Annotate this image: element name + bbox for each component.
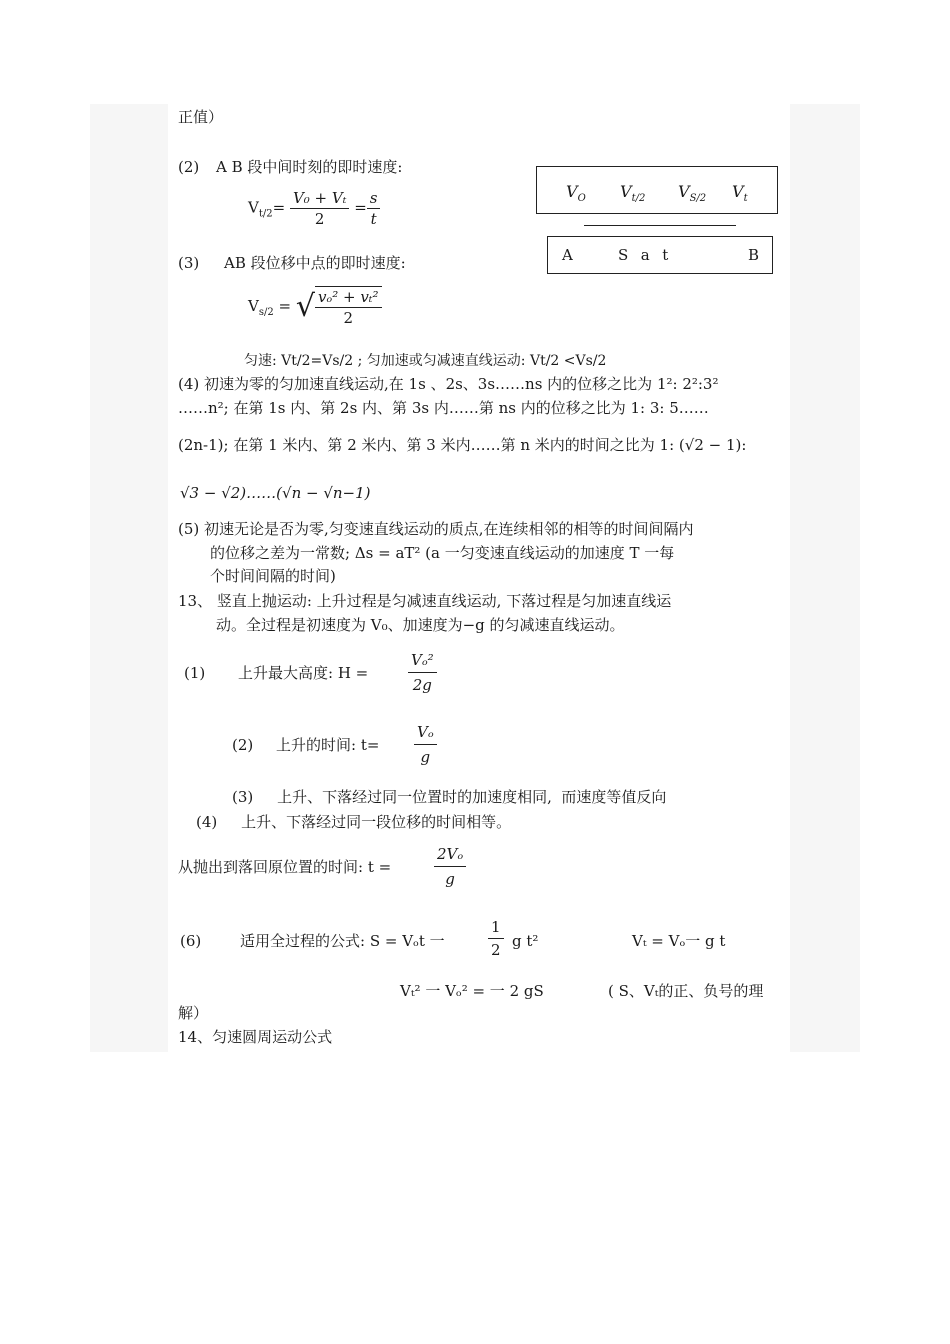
- item-3-text: AB 段位移中点的即时速度:: [224, 254, 406, 272]
- p7-note: ( S、Vₜ的正、负号的理: [608, 982, 764, 1000]
- p5-text: 从抛出到落回原位置的时间: t =: [178, 858, 392, 876]
- p2-number: (2): [232, 736, 254, 754]
- item-2-number: (2): [178, 158, 200, 176]
- item-2-text: A B 段中间时刻的即时速度:: [216, 158, 403, 176]
- formula-vt2: $V_{t/2}=$ $\frac{\text{V₀ + Vₜ}}{2}$ = $\frac{s}{t}$: [248, 188, 380, 229]
- p3-line: (3) 上升、下落经过同一位置时的加速度相同, 而速度等值反向: [232, 788, 667, 806]
- p7-equation: Vₜ² 一 Vₒ² = 一 2 gS: [400, 982, 544, 1000]
- p8-line: 解）: [178, 1004, 209, 1022]
- section-14-title: 14、匀速圆周运动公式: [178, 1028, 333, 1046]
- segment-b: B: [748, 246, 761, 264]
- item-4-line-1: (4) 初速为零的匀加速直线运动,在 1s 、2s、3s……ns 内的位移之比为 1²: 2²:3²: [178, 375, 719, 393]
- item-4-line-3: (2n-1); 在第 1 米内、第 2 米内、第 3 米内……第 n 米内的时间之比为 1: (√2 − 1):: [178, 436, 747, 454]
- p2-fraction: $\frac{\text{Vₒ}}{g}$: [414, 720, 437, 769]
- line-positive-value: 正值）: [178, 108, 224, 126]
- box-v0: $V_O$: [566, 182, 586, 205]
- p1-number: (1): [184, 664, 206, 682]
- p6-tail: g t²: [512, 932, 539, 950]
- item-4-line-2: ……n²; 在第 1s 内、第 2s 内、第 3s 内……第 ns 内的位移之比为 1: 3: 5……: [178, 399, 709, 417]
- section-13-line-2: 动。全过程是初速度为 V₀、加速度为−g 的匀减速直线运动。: [216, 616, 625, 634]
- p6-text: 适用全过程的公式: S = Vₒt 一: [240, 932, 445, 950]
- uniform-line: 匀速: Vt/2=Vs/2 ; 匀加速或匀减速直线运动: Vt/2 <Vs/2: [244, 353, 607, 369]
- p1-fraction: $\frac{\text{Vₒ²}}{2g}$: [408, 648, 437, 697]
- diagram-line: [584, 225, 736, 226]
- item-5-line-3: 个时间间隔的时间): [210, 567, 336, 585]
- p4-line: (4) 上升、下落经过同一段位移的时间相等。: [196, 813, 512, 831]
- p6-right: Vₜ = Vₒ一 g t: [632, 932, 726, 950]
- p5-fraction: $\frac{\text{2Vₒ}}{g}$: [434, 842, 466, 891]
- p1-text: 上升最大高度: H =: [238, 664, 369, 682]
- box-vt: $V_t$: [732, 182, 748, 205]
- item-4-line-4: √3 − √2)……(√n − √n−1): [180, 484, 371, 502]
- item-5-line-1: (5) 初速无论是否为零,匀变速直线运动的质点,在连续相邻的相等的时间间隔内: [178, 520, 694, 538]
- item-3-number: (3): [178, 254, 200, 272]
- section-13-line-1: 13、 竖直上抛运动: 上升过程是匀减速直线运动, 下落过程是匀加速直线运: [178, 592, 672, 610]
- box-vs2: $V_{S/2}$: [678, 182, 707, 205]
- segment-sat: S a t: [618, 246, 670, 264]
- p6-number: (6): [180, 932, 202, 950]
- segment-a: A: [562, 246, 574, 264]
- item-5-line-2: 的位移之差为一常数; Δs = aT² (a 一匀变速直线运动的加速度 T 一每: [210, 544, 675, 562]
- p2-text: 上升的时间: t=: [276, 736, 380, 754]
- p6-fraction: $\frac{1}{2}$: [488, 916, 504, 961]
- formula-vs2: $V_{s/2}$ = √ $\frac{\text{vₒ² + vₜ²}}{2}$: [248, 286, 382, 328]
- box-vt2: $V_{t/2}$: [620, 182, 646, 205]
